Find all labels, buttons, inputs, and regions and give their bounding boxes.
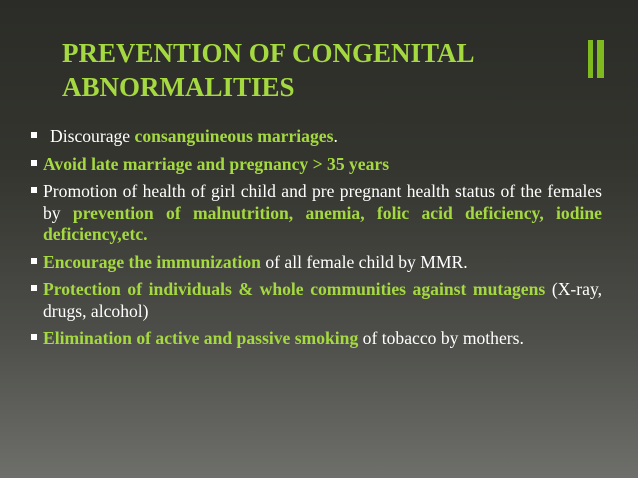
bullet-text: of all female child by MMR. <box>260 251 468 272</box>
bullet-text: (X-ray, drugs, alcohol) <box>43 279 602 321</box>
bullet-item <box>30 126 602 148</box>
highlighted-text: consanguineous marriages <box>134 126 334 146</box>
highlighted-text: Protection of individuals & whole communities against mutagens <box>43 279 546 299</box>
bullet-item <box>30 328 602 350</box>
vertical-bar-thick-icon <box>597 40 604 78</box>
bullet-text: Discourage <box>50 126 135 146</box>
bullet-item <box>30 154 602 176</box>
vertical-bar-thin-icon <box>588 40 593 78</box>
bullet-text: . <box>333 126 338 146</box>
bullet-item <box>30 279 602 322</box>
slide-title <box>62 36 562 104</box>
highlighted-text: Avoid late marriage and pregnancy > 35 years <box>43 153 390 174</box>
bullet-item <box>30 181 602 246</box>
bullet-text: of tobacco by mothers. <box>358 328 524 348</box>
slide-title-line-1: PREVENTION OF CONGENITAL <box>62 38 475 68</box>
highlighted-text: Encourage the immunization <box>43 251 261 272</box>
highlighted-text: prevention of malnutrition, anemia, folic acid deficiency, iodine deficiency,etc. <box>43 202 602 244</box>
slide-title-line-2: ABNORMALITIES <box>62 72 295 102</box>
bullet-item <box>30 252 602 274</box>
highlighted-text: Elimination of active and passive smoking <box>43 328 359 348</box>
bullet-text: Promotion of health of girl child and pre pregnant health status of the females by <box>43 181 602 223</box>
bullet-list <box>30 126 602 356</box>
